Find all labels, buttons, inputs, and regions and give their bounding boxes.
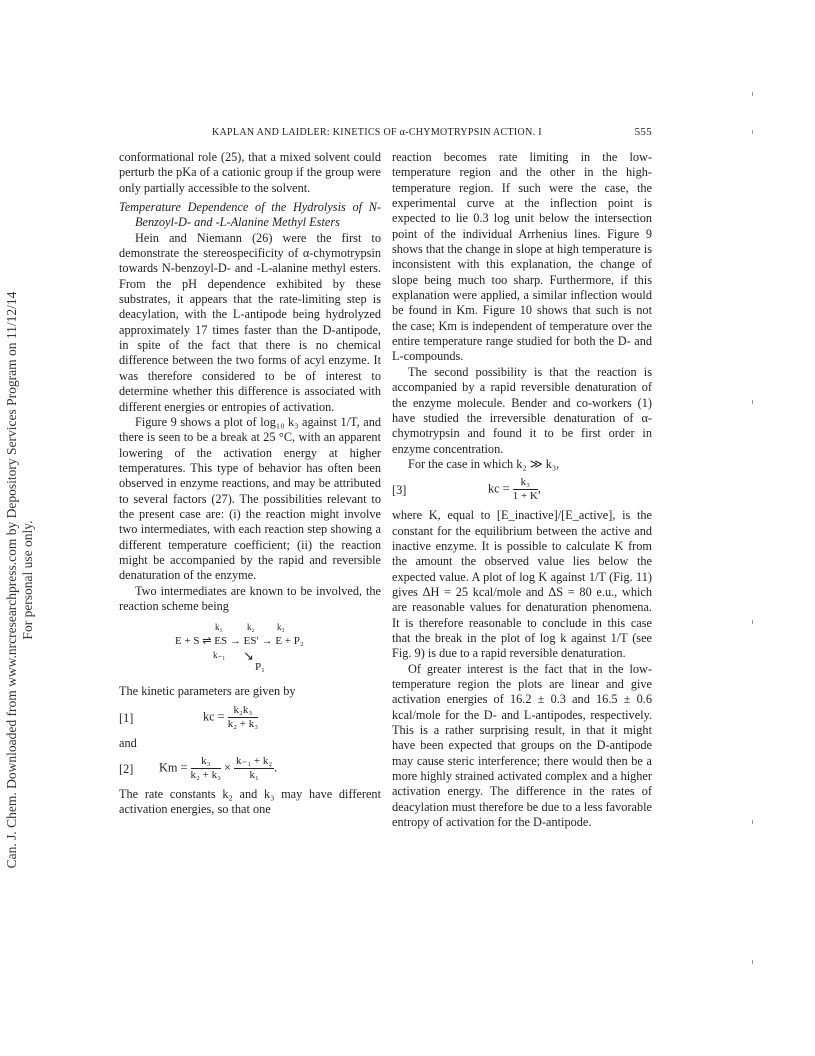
connective-text: and (119, 735, 137, 750)
equation-3 (392, 476, 652, 504)
equation-lhs: Km = (159, 760, 188, 775)
paragraph: The rate constants k₂ and k₃ may have different activation energies, so that one (119, 787, 381, 817)
equation-1 (119, 704, 381, 732)
left-column (119, 150, 381, 818)
paragraph: where K, equal to [E_inactive]/[E_active], is the constant for the equilibrium between the active and inactive enzyme. It is possible to calculate K from the amount the observed value lies below the expected value. A plot of log K against 1/T (Fig. 11) gives ΔH = 25 kcal/mole and ΔS = 80 e.u., which are reasonable values for denaturation phenomena. It is therefore reasonable to conclude in this case that the break in the plot of log k against 1/T (see Fig. 9) is due to a rapid reversible denaturation. (392, 508, 652, 661)
scheme-k2: k₂ (247, 622, 255, 633)
paragraph: Figure 9 shows a plot of log₁₀ k₃ against 1/T, and there is seen to be a break at 25 °C, with an apparent lowering of the activation energy at higher temperatures. This type of behavior has often been observed in enzyme reactions, and may be attributed to several factors (27). The possibilities relevant to the present case are: (i) the reaction might involve two intermediates, with each reaction step showing a different temperature coefficient; (ii) the reaction might be accompanied by the rapid and reversible denaturation of the enzyme. (119, 414, 381, 583)
scheme-k1: k₁ (215, 622, 223, 633)
denominator: 1 + K (512, 490, 538, 503)
watermark-line-1: Can. J. Chem. Downloaded from www.nrcresearchpress.com by Depository Services Program on 11/12/14 (4, 291, 19, 869)
scheme-k-1: k₋₁ (213, 650, 226, 661)
numerator: k₃ (513, 476, 538, 490)
paragraph: reaction becomes rate limiting in the low-temperature region and the other in the high-temperature region. If such were the case, the experimental curve at the inflection point is expected to lie 0.3 log unit below the intersection point of the individual Arrhenius lines. Figure 9 shows that the change in slope at high temperature is inconsistent with this explanation, the change of slope being much too sharp. Furthermore, if this explanation were applied, a similar inflection would be found in Km. Figure 10 shows that such is not the case; Km is independent of temperature over the entire temperature range studied for both the D- and L-compounds. (392, 150, 652, 364)
equation-lhs: kc = (488, 481, 510, 496)
denominator: k₂ + k₃ (190, 769, 221, 781)
running-title: KAPLAN AND LAIDLER: KINETICS OF α-CHYMOTRYPSIN ACTION. I (212, 127, 542, 138)
denominator: k₂ + k₃ (227, 717, 259, 730)
watermark-line-2: For personal use only. (20, 520, 35, 640)
reaction-scheme (119, 616, 381, 682)
equation-number: [1] (119, 710, 134, 725)
paragraph: Two intermediates are known to be involved, the reaction scheme being (119, 583, 381, 613)
equation-2 (119, 755, 381, 783)
scheme-branch-arrow: ↘ (243, 648, 254, 664)
paragraph: For the case in which k₂ ≫ k₃, (408, 456, 560, 471)
equation-number: [3] (392, 483, 407, 498)
denominator: k₁ (249, 769, 259, 781)
numerator: k₃ (191, 755, 221, 769)
paragraph: The kinetic parameters are given by (119, 684, 296, 699)
page-number: 555 (634, 126, 652, 138)
running-header (212, 126, 652, 142)
section-heading: Temperature Dependence of the Hydrolysis of N-Benzoyl-D- and -L-Alanine Methyl Esters (119, 200, 381, 230)
right-column (392, 150, 652, 830)
times-sign: × (224, 760, 231, 775)
equation-end: , (537, 481, 541, 496)
equation-lhs: kc = (203, 708, 225, 723)
paragraph: conformational role (25), that a mixed solvent could perturb the pKa of a cationic group if the group were only partially accessible to the solvent. (119, 150, 381, 195)
scheme-p1: P₁ (255, 661, 265, 674)
numerator: k₋₁ + k₂ (236, 755, 273, 767)
download-watermark (4, 190, 36, 970)
paragraph: Hein and Niemann (26) were the first to demonstrate the stereospecificity of α-chymotrypsin towards N-benzoyl-D- and -L-alanine methyl esters. From the pH dependence exhibited by these substrates, it appears that the rate-limiting step is deacylation, with the L-antipode being hydrolyzed approximately 17 times faster than the D-antipode, in spite of the fact that there is no chemical difference between the two forms of acyl enzyme. It was therefore considered to be of interest to determine whether this difference is associated with different energies or entropies of activation. (119, 230, 381, 414)
equation-number: [2] (119, 762, 134, 776)
scheme-k3: k₃ (277, 622, 285, 633)
equation-end: . (274, 760, 278, 775)
scheme-main: E + S ⇌ ES → ES′ → E + P₂ (175, 635, 304, 648)
numerator: k₂k₃ (228, 704, 258, 718)
paragraph: The second possibility is that the reaction is accompanied by a rapid reversible denaturation of the enzyme molecule. Bender and co-workers (1) have studied the irreversible denaturation of α-chymotrypsin and found it to be first order in enzyme concentration. (392, 364, 652, 456)
paragraph: Of greater interest is the fact that in the low-temperature region the plots are linear and give activation energies of 16.2 ± 0.3 and 16.5 ± 0.6 kcal/mole for the D- and L-antipodes, respectively. This is a rather surprising result, in that it might have been expected that groups on the D-antipode may cause steric interference; there would then be a more highly strained activated complex and a higher activation energy. The difference in the rates of deacylation must therefore be due to a less favorable entropy of activation for the D-antipode. (392, 661, 652, 830)
